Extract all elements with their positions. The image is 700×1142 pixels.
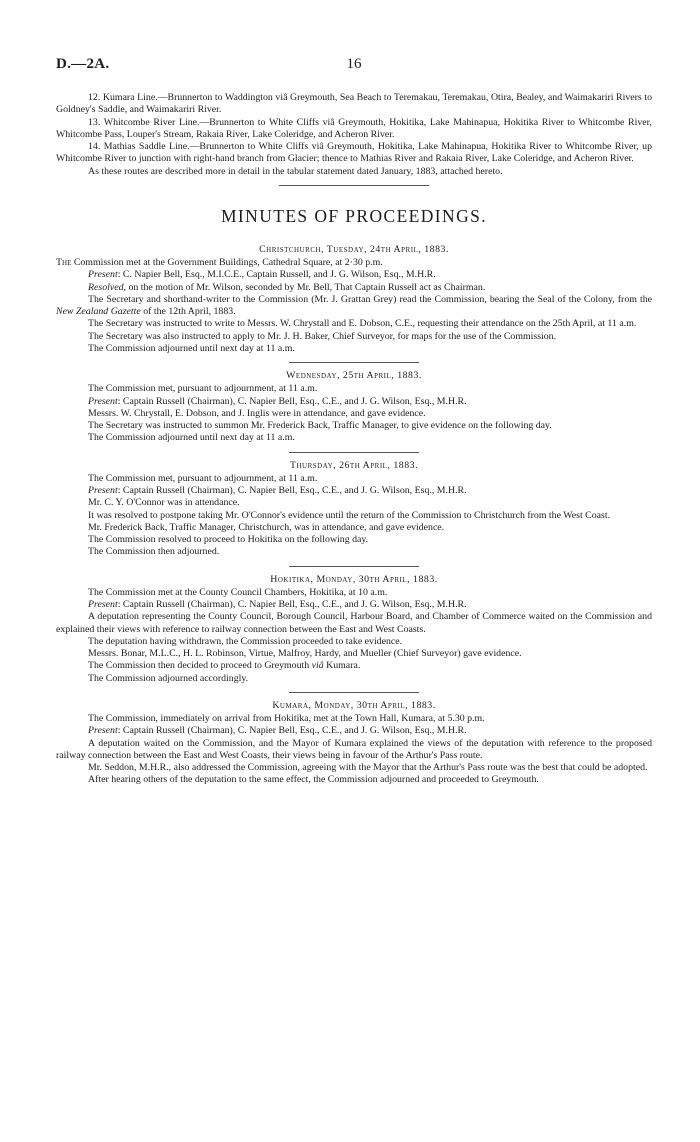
session-dateline: Hokitika, Monday, 30th April, 1883. [270, 573, 438, 585]
session-dateline: Kumara, Monday, 30th April, 1883. [272, 699, 436, 711]
minutes-paragraph [56, 648, 652, 660]
minutes-paragraph [56, 408, 652, 420]
minutes-paragraph [56, 497, 652, 509]
minutes-paragraph [56, 738, 652, 763]
paragraph-italic: viâ [311, 660, 324, 672]
paragraph-text: Mr. Seddon, M.H.R., also addressed the Commission, agreeing with the Mayor that the Arthur's Pass route was the best that could be adopted. [88, 762, 648, 773]
divider [289, 566, 419, 567]
minutes-paragraph [56, 774, 652, 786]
route-note: As these routes are described more in detail in the tabular statement dated January, 1883, attached hereto. [88, 165, 503, 177]
minutes-paragraph [56, 485, 652, 497]
minutes-paragraph [56, 725, 652, 737]
page-body [56, 92, 652, 787]
minutes-paragraph [56, 587, 652, 599]
route-item: 12. Kumara Line.—Brunnerton to Waddington viâ Greymouth, Sea Beach to Teremakau, Teremakau, Otira, Bealey, and Waimakariri Rivers to Goldney's Saddle, and Waimakariri River. [56, 92, 652, 116]
minutes-paragraph [56, 611, 652, 636]
document-reference: D.—2A. [56, 56, 110, 72]
paragraph-text: The Commission resolved to proceed to Hokitika on the following day. [88, 534, 369, 545]
page-number: 16 [346, 56, 362, 72]
paragraph-text: The Secretary was also instructed to apply to Mr. J. H. Baker, Chief Surveyor, for maps for the use of the Commission. [88, 330, 557, 342]
minutes-paragraph [56, 713, 652, 725]
minutes-paragraph [56, 383, 652, 395]
session-dateline: Thursday, 26th April, 1883. [289, 459, 419, 471]
paragraph-text: Mr. Frederick Back, Traffic Manager, Christchurch, was in attendance, and gave evidence. [88, 521, 445, 533]
paragraph-label: Present [88, 269, 118, 281]
paragraph-tail: Kumara. [323, 660, 361, 672]
paragraph-text: After hearing others of the deputation to the same effect, the Commission adjourned and proceeded to Greymouth. [88, 774, 539, 786]
minutes-paragraph [56, 343, 652, 355]
paragraph-text: The Commission, immediately on arrival from Hokitika, met at the Town Hall, Kumara, at 5.30 p.m. [88, 713, 485, 724]
paragraph-text: Commission met at the Government Buildings, Cathedral Square, at 2·30 p.m. [71, 257, 383, 268]
paragraph-text: : Captain Russell (Chairman), C. Napier Bell, Esq., C.E., and J. G. Wilson, Esq., M.H.R. [117, 485, 467, 496]
paragraph-text: The Commission then adjourned. [88, 546, 220, 558]
paragraph-text: : C. Napier Bell, Esq., M.I.C.E., Captain Russell, and J. G. Wilson, Esq., M.H.R. [117, 269, 436, 281]
paragraph-text: : Captain Russell (Chairman), C. Napier Bell, Esq., C.E., and J. G. Wilson, Esq., M.H.R. [117, 395, 467, 407]
paragraph-text: The Commission met, pursuant to adjournment, at 11 a.m. [88, 383, 318, 395]
minutes-paragraph [56, 510, 652, 522]
route-list [56, 92, 652, 178]
paragraph-text: The Secretary and shorthand-writer to the Commission (Mr. J. Grattan Grey) read the Commission, bearing the Seal of the Colony, from the [88, 293, 652, 305]
minutes-paragraph [56, 294, 652, 319]
minutes-paragraph [56, 257, 652, 269]
minutes-paragraph [56, 269, 652, 281]
minutes-paragraph [56, 331, 652, 343]
minutes-paragraph [56, 762, 652, 774]
paragraph-text: A deputation waited on the Commission, and the Mayor of Kumara explained the views of the deputation with reference to the proposed railway connection between the East and West Coasts, their views being in favour of the Arthur's Pass route. [56, 737, 652, 761]
paragraph-italic: New Zealand Gazette [56, 306, 141, 317]
paragraph-text: Messrs. W. Chrystall, E. Dobson, and J. Inglis were in attendance, and gave evidence. [88, 407, 426, 419]
minutes-paragraph [56, 522, 652, 534]
minutes-paragraph [56, 473, 652, 485]
paragraph-text: The Commission adjourned until next day at 11 a.m. [88, 432, 295, 444]
minutes-section [56, 566, 652, 685]
paragraph-text: The Commission met at the County Council Chambers, Hokitika, at 10 a.m. [88, 586, 388, 598]
paragraph-text: The Commission adjourned until next day at 11 a.m. [88, 342, 295, 354]
divider [279, 185, 429, 186]
paragraph-tail: of the 12th April, 1883. [140, 306, 236, 317]
minutes-paragraph [56, 636, 652, 648]
paragraph-label: Present [88, 485, 118, 496]
paragraph-text: Messrs. Bonar, M.L.C., H. L. Robinson, Virtue, Malfroy, Hardy, and Mueller (Chief Surveyor) gave evidence. [88, 648, 522, 659]
section-title: MINUTES OF PROCEEDINGS. [220, 205, 488, 226]
minutes-section [56, 692, 652, 787]
paragraph-text: : Captain Russell (Chairman), C. Napier Bell, Esq., C.E., and J. G. Wilson, Esq., M.H.R. [117, 599, 467, 610]
divider [289, 362, 419, 363]
minutes-section [56, 452, 652, 559]
paragraph-label: Present [88, 395, 118, 407]
paragraph-text: Mr. C. Y. O'Connor was in attendance. [88, 497, 240, 509]
paragraph-text: The Secretary was instructed to write to Messrs. W. Chrystall and E. Dobson, C.E., requesting their attendance on the 25th April, at 11 a.m. [88, 318, 637, 330]
paragraph-text: The Secretary was instructed to summon Mr. Frederick Back, Traffic Manager, to give evidence on the following day. [88, 420, 552, 431]
minutes-paragraph [56, 546, 652, 558]
paragraph-text: : Captain Russell (Chairman), C. Napier Bell, Esq., C.E., and J. G. Wilson, Esq., M.H.R. [117, 725, 467, 737]
minutes-paragraph [56, 318, 652, 330]
minutes-paragraph [56, 432, 652, 444]
minutes-paragraph [56, 396, 652, 408]
paragraph-text: The Commission adjourned accordingly. [88, 672, 249, 684]
paragraph-label: Resolved [88, 281, 124, 293]
session-dateline: Wednesday, 25th April, 1883. [286, 370, 422, 381]
minutes-paragraph [56, 534, 652, 546]
paragraph-text: The Commission then decided to proceed to Greymouth [88, 660, 312, 672]
route-item: 14. Mathias Saddle Line.—Brunnerton to White Cliffs viâ Greymouth, Hokitika, Lake Mahinapua, Hokitika River to Whitcombe River, up Whitcombe River to junction with right-hand branch from Glacier; thence to Mathias River and Rakaia River, Lake Coleridge, and Acheron River. [56, 141, 652, 165]
minutes-paragraph [56, 599, 652, 611]
minutes-paragraph [56, 660, 652, 672]
minutes-section [56, 362, 652, 445]
route-item: 13. Whitcombe River Line.—Brunnerton to White Cliffs viâ Greymouth, Hokitika, Lake Mahinapua, Hokitika River to Whitcombe River, Whitcombe Pass, Louper's Stream, Rakaia River, Lake Coleridge, and Acheron River. [56, 116, 652, 140]
paragraph-text: , on the motion of Mr. Wilson, seconded by Mr. Bell, That Captain Russell act as Chairman. [123, 281, 486, 293]
divider [289, 692, 419, 693]
paragraph-label: Present [88, 725, 118, 737]
paragraph-lead: The [56, 257, 72, 268]
minutes-paragraph [56, 673, 652, 685]
paragraph-text: The Commission met, pursuant to adjournment, at 11 a.m. [88, 472, 318, 484]
minutes-paragraph [56, 282, 652, 294]
minutes-sections [56, 244, 652, 787]
paragraph-text: It was resolved to postpone taking Mr. O'Connor's evidence until the return of the Commission to Christchurch from the West Coast. [88, 509, 611, 521]
minutes-paragraph [56, 420, 652, 432]
minutes-section [56, 244, 652, 355]
page-header [56, 58, 652, 80]
divider [289, 452, 419, 453]
paragraph-text: The deputation having withdrawn, the Commission proceeded to take evidence. [88, 635, 403, 647]
paragraph-label: Present [88, 599, 118, 610]
paragraph-text: A deputation representing the County Council, Borough Council, Harbour Board, and Chamber of Commerce waited on the Commission and explained their views with reference to railway connection between the East and West Coasts. [56, 611, 652, 635]
session-dateline: Christchurch, Tuesday, 24th April, 1883. [259, 243, 449, 255]
